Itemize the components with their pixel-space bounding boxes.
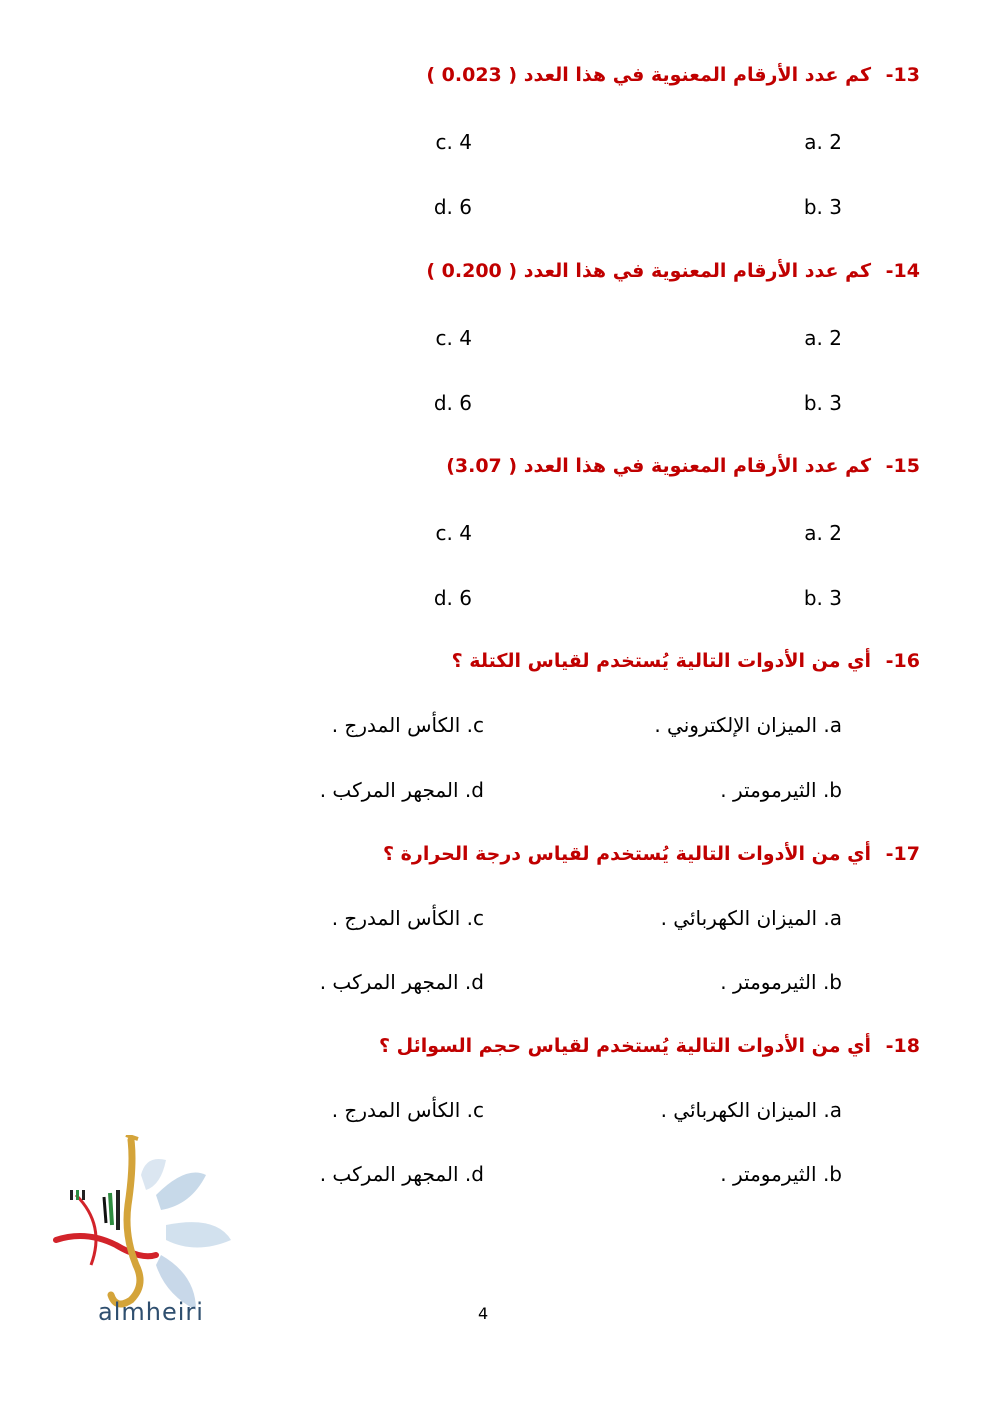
option-a: 2 .a	[804, 326, 842, 350]
option-b: b. الثيرمومتر .	[720, 778, 842, 802]
option-d: d. المجهر المركب .	[319, 970, 484, 994]
question-18	[379, 1035, 920, 1057]
option-b: 3 .b	[803, 195, 842, 219]
option-d: 6 .d	[433, 391, 472, 415]
question-text: كم عدد الأرقام المعنوية في هذا العدد	[523, 260, 872, 282]
option-d: d. المجهر المركب .	[319, 778, 484, 802]
question-value: ( 3.07)	[446, 455, 518, 477]
option-c: c. الكأس المدرج .	[331, 1098, 484, 1122]
option-a: a. الميزان الإلكتروني .	[654, 713, 842, 737]
logo-text: almheiri	[98, 1298, 204, 1326]
option-c: 4 .c	[435, 130, 472, 154]
question-14	[426, 260, 920, 282]
question-number: 16-	[885, 650, 920, 672]
option-c: c. الكأس المدرج .	[331, 906, 484, 930]
option-c: 4 .c	[435, 521, 472, 545]
option-d: 6 .d	[433, 195, 472, 219]
question-number: 18-	[885, 1035, 920, 1057]
question-16	[452, 650, 920, 672]
question-number: 13-	[885, 64, 920, 86]
option-d: 6 .d	[433, 586, 472, 610]
option-d: d. المجهر المركب .	[319, 1162, 484, 1186]
option-b: 3 .b	[803, 391, 842, 415]
option-c: 4 .c	[435, 326, 472, 350]
option-a: a. الميزان الكهربائي .	[660, 1098, 842, 1122]
option-b: 3 .b	[803, 586, 842, 610]
option-a: 2 .a	[804, 130, 842, 154]
page-number: 4	[478, 1304, 489, 1323]
question-number: 14-	[885, 260, 920, 282]
question-13	[426, 64, 920, 86]
question-number: 15-	[885, 455, 920, 477]
question-text: أي من الأدوات التالية يُستخدم لقياس درجة الحرارة ؟	[383, 843, 872, 865]
question-text: أي من الأدوات التالية يُستخدم لقياس حجم السوائل ؟	[379, 1035, 872, 1057]
question-text: أي من الأدوات التالية يُستخدم لقياس الكتلة ؟	[451, 650, 872, 672]
question-text: كم عدد الأرقام المعنوية في هذا العدد	[523, 455, 872, 477]
question-value: ( 0.023 )	[426, 64, 518, 86]
option-b: b. الثيرمومتر .	[720, 1162, 842, 1186]
question-number: 17-	[885, 843, 920, 865]
question-value: ( 0.200 )	[426, 260, 518, 282]
question-text: كم عدد الأرقام المعنوية في هذا العدد	[523, 64, 872, 86]
question-15	[446, 455, 920, 477]
option-a: 2 .a	[804, 521, 842, 545]
option-b: b. الثيرمومتر .	[720, 970, 842, 994]
option-c: c. الكأس المدرج .	[331, 713, 484, 737]
question-17	[383, 843, 920, 865]
option-a: a. الميزان الكهربائي .	[660, 906, 842, 930]
